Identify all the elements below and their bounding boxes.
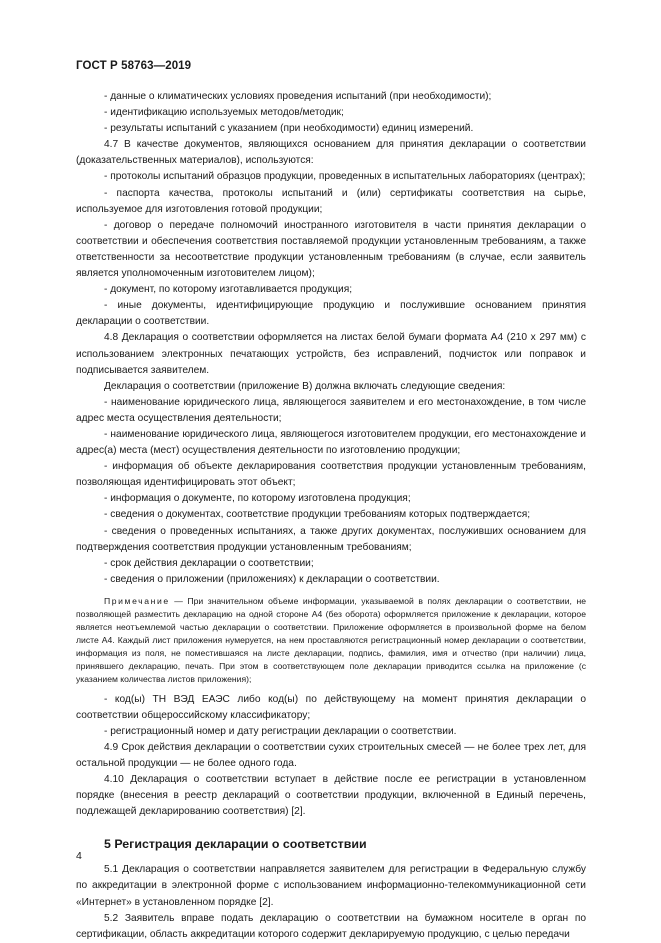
note-label: Примечание: [104, 595, 170, 606]
clause-4-8: 4.8 Декларация о соответствии оформляется на листах белой бумаги формата А4 (210 х 297 мм) с использованием электронных печатающих устройств, без исправлений, подчисток или поправок и подписывается заявителем.: [76, 332, 586, 376]
section-title: 5 Регистрация декларации о соответствии: [104, 837, 367, 852]
standard-header: ГОСТ Р 58763—2019: [76, 60, 192, 72]
paragraph: - результаты испытаний с указанием (при необходимости) единиц измерений.: [104, 123, 474, 135]
paragraph: Декларация о соответствии (приложение В) должна включать следующие сведения:: [104, 380, 506, 392]
clause-5-2: 5.2 Заявитель вправе подать декларацию о соответствии на бумажном носителе в орган по сертификации, область аккредитации которого содержит декларируемую продукцию, с целью передачи: [76, 912, 586, 940]
paragraph: - сведения о проведенных испытаниях, а также других документах, послуживших основанием для подтверждения соответствия продукции установленным требованиям;: [76, 525, 586, 553]
paragraph: - иные документы, идентифицирующие продукцию и послужившие основанием принятия декларации о соответствии.: [76, 300, 586, 328]
page-body: [76, 89, 586, 943]
paragraph: - идентификацию используемых методов/методик;: [104, 107, 344, 119]
clause-4-9: 4.9 Срок действия декларации о соответствии сухих строительных смесей — не более трех лет, для остальной продукции — не более одного года.: [76, 741, 586, 769]
paragraph: - протоколы испытаний образцов продукции, проведенных в испытательных лабораториях (центрах);: [104, 171, 586, 183]
paragraph: - сведения о приложении (приложениях) к декларации о соответствии.: [104, 573, 440, 585]
paragraph: - наименование юридического лица, являющегося изготовителем продукции, его местонахождение и адрес(а) места (мест) осуществления деятельности по изготовлению продукции;: [76, 428, 586, 457]
note: [76, 595, 586, 687]
note-text: — При значительном объеме информации, указываемой в полях декларации о соответствии, не позволяющей разместить декларацию на одной стороне А4 (без оборота) оформляется приложение к декларации, которое является неотъемлемой частью декларации о соответствии. Приложение оформляется в произвольной форме на белом листе А4. Каждый лист приложения нумеруется, на нем проставляются регистрационный номер декларации о соответствии, информация из поля, не поместившаяся на листе декларации, подпись, фамилия, имя и отчество (при наличии) лица, принявшего декларацию, печать. При этом в соответствующем поле декларации приводится ссылка на приложение (с указанием количества листов приложения);: [76, 595, 586, 685]
paragraph: - срок действия декларации о соответствии;: [104, 557, 314, 569]
clause-5-1: 5.1 Декларация о соответствии направляется заявителем для регистрации в Федеральную службу по аккредитации в электронной форме с использованием информационно-телекоммуникационной сети «Интернет» в установленном порядке [2].: [76, 864, 586, 908]
paragraph: - сведения о документах, соответствие продукции требованиям которых подтверждается;: [104, 509, 531, 521]
paragraph: - регистрационный номер и дату регистрации декларации о соответствии.: [104, 725, 457, 737]
clause-4-7: 4.7 В качестве документов, являющихся основанием для принятия декларации о соответствии (доказательственных материалов), используются:: [76, 139, 586, 167]
paragraph: - наименование юридического лица, являющегося заявителем и его местонахождение, в том числе адрес места осуществления деятельности;: [76, 396, 586, 424]
paragraph: - код(ы) ТН ВЭД ЕАЭС либо код(ы) по действующему на момент принятия декларации о соответствии общероссийскому классификатору;: [76, 693, 586, 721]
clause-4-10: 4.10 Декларация о соответствии вступает в действие после ее регистрации в установленном порядке (внесения в реестр деклараций о соответствии продукции, включенной в Единый перечень, подлежащей декларированию соответствия) [2].: [76, 774, 586, 818]
paragraph: - договор о передаче полномочий иностранного изготовителя в части принятия декларации о соответствии и обеспечения соответствия поставляемой продукции установленным требованиям, а также ответственности за несоответствие продукции установленным требованиям (в случае, если заявитель является уполномоченным изготовителем лицом);: [76, 219, 586, 280]
page-number: 4: [76, 850, 82, 862]
paragraph: - данные о климатических условиях проведения испытаний (при необходимости);: [104, 91, 492, 102]
paragraph: - информация о документе, по которому изготовлена продукция;: [104, 493, 411, 505]
paragraph: - документ, по которому изготавливается продукция;: [104, 284, 353, 296]
paragraph: - информация об объекте декларирования соответствия продукции установленным требованиям, позволяющая идентифицировать этот объект;: [76, 461, 586, 489]
paragraph: - паспорта качества, протоколы испытаний и (или) сертификаты соответствия на сырье, используемое для изготовления готовой продукции;: [76, 187, 586, 215]
